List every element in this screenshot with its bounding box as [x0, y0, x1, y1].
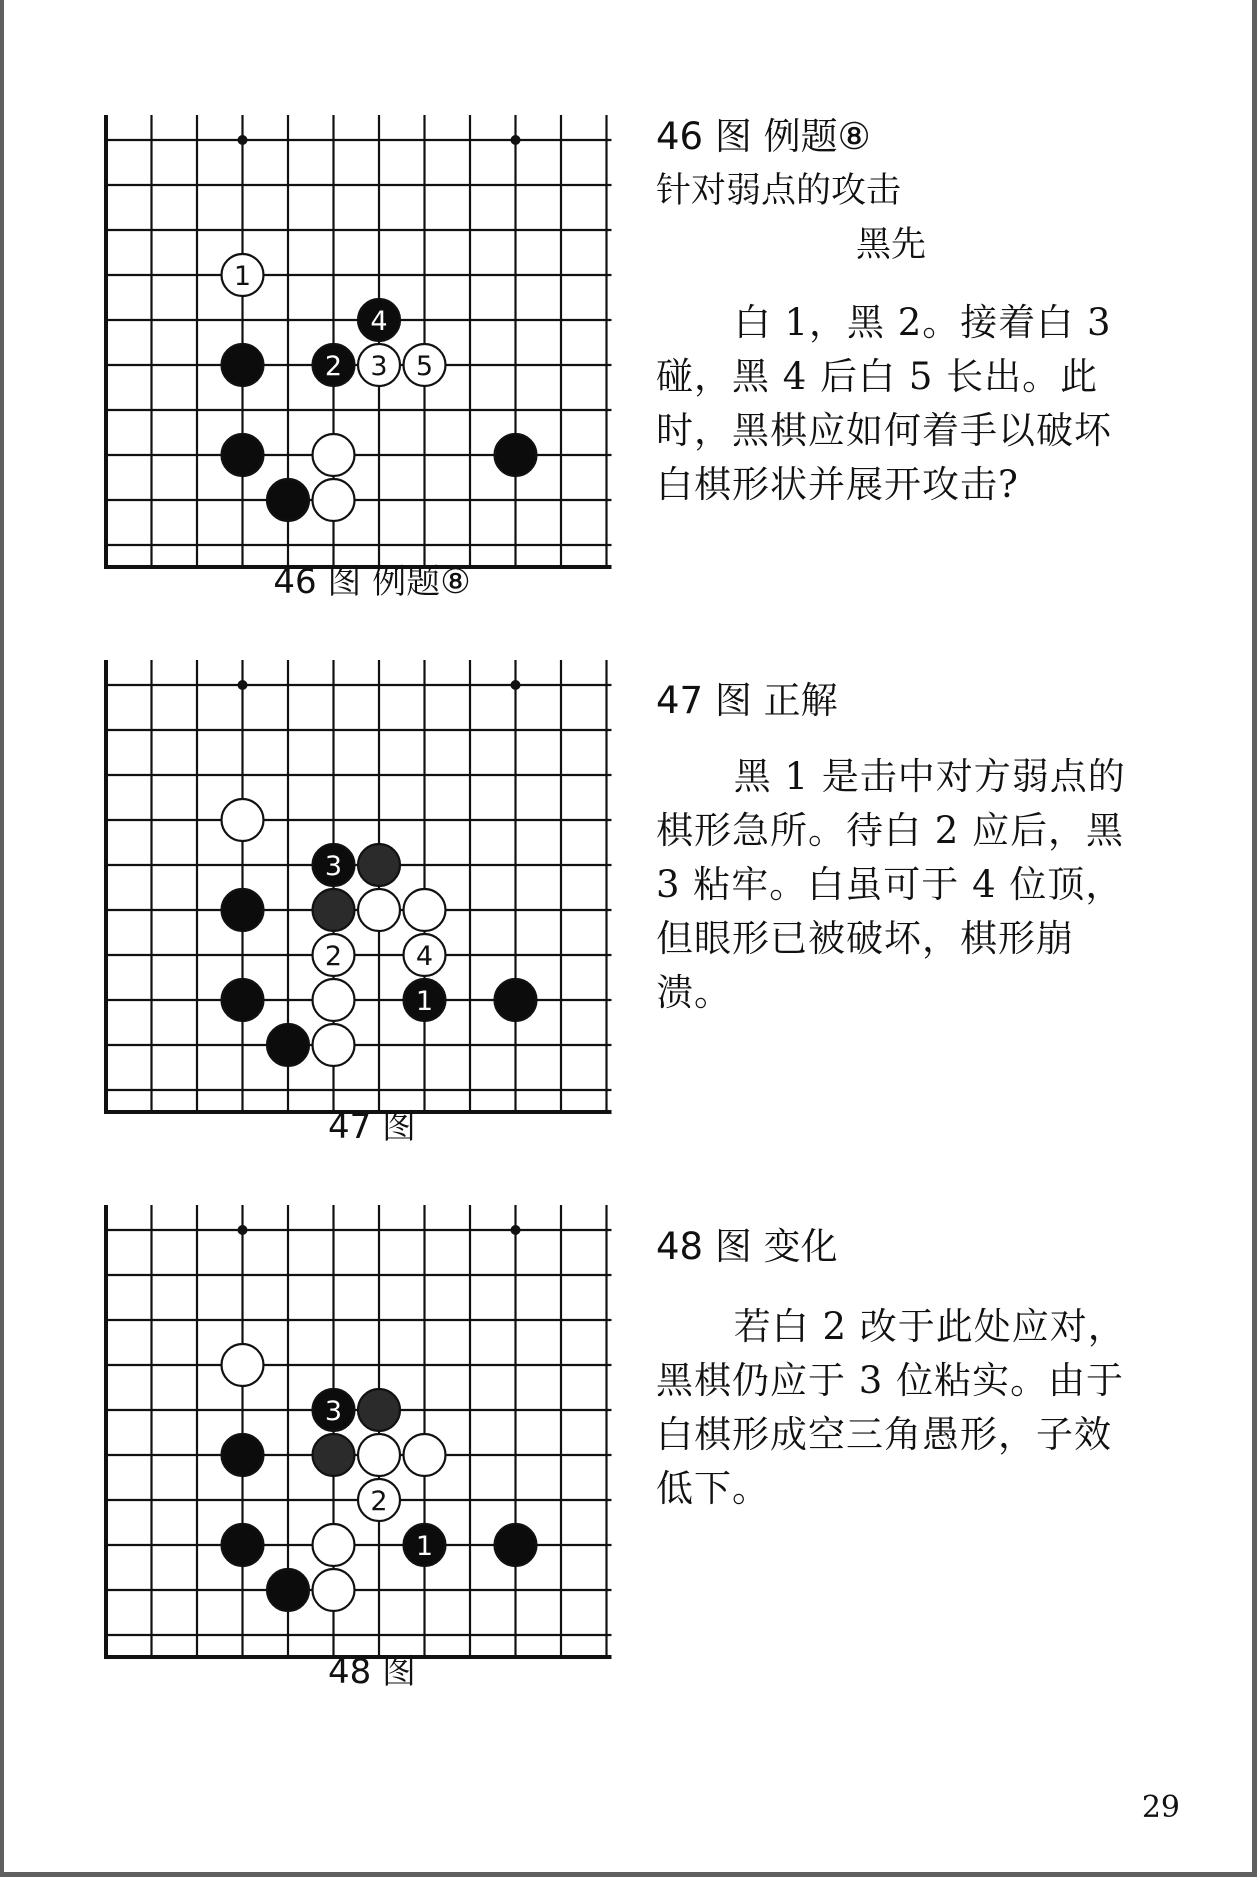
move-number: 2 [324, 351, 343, 382]
black-stone [313, 1389, 355, 1431]
star-point [238, 1225, 248, 1235]
move-number: 1 [233, 261, 252, 292]
board-grid [104, 115, 612, 567]
white-stone [313, 479, 355, 521]
diagram-description: 黑 1 是击中对方弱点的棋形急所。待白 2 应后，黑 3 粘牢。白虽可于 4 位顶，但眼形已被破坏，棋形崩溃。 [656, 755, 1126, 1014]
star-point [238, 680, 248, 690]
white-stone [313, 934, 355, 976]
black-stone [313, 889, 355, 931]
book-page [4, 0, 1252, 1872]
star-point [511, 680, 521, 690]
black-stone [358, 844, 400, 886]
star-point [511, 135, 521, 145]
diagram-caption: 47 图 [327, 1107, 417, 1147]
black-stone [267, 479, 309, 521]
black-stone [313, 844, 355, 886]
star-point [511, 1225, 521, 1235]
white-stone [313, 434, 355, 476]
black-stone [313, 344, 355, 386]
move-number: 1 [415, 1531, 434, 1562]
black-stone [404, 1524, 446, 1566]
move-number: 4 [370, 306, 388, 337]
diagram-heading: 46 图 例题⑧ [656, 115, 871, 158]
black-stone [358, 1389, 400, 1431]
black-stone [267, 1024, 309, 1066]
white-stone [404, 1434, 446, 1476]
diagram-caption: 46 图 例题⑧ [273, 562, 471, 602]
to-move-label: 黑先 [856, 225, 927, 265]
page-number: 29 [1141, 1790, 1180, 1825]
black-stone [313, 1434, 355, 1476]
move-number: 3 [324, 851, 343, 882]
white-stone [313, 979, 355, 1021]
white-stone [313, 1524, 355, 1566]
go-board-diagram-46 [96, 115, 644, 545]
black-stone [404, 979, 446, 1021]
black-stone [358, 299, 400, 341]
diagram-heading: 48 图 变化 [656, 1225, 838, 1268]
diagram-subheading: 针对弱点的攻击 [656, 171, 902, 211]
black-stone [495, 434, 537, 476]
diagram-description: 白 1，黑 2。接着白 3 碰，黑 4 后白 5 长出。此时，黑棋应如何着手以破坏白棋形状并展开攻击? [656, 301, 1112, 506]
white-stone [222, 1344, 264, 1386]
board-grid [104, 660, 612, 1112]
white-stone [313, 1569, 355, 1611]
star-point [238, 135, 248, 145]
move-number: 5 [415, 351, 434, 382]
white-stone [222, 799, 264, 841]
black-stone [267, 1569, 309, 1611]
go-board-diagram-47 [96, 660, 644, 1090]
move-number: 3 [324, 1396, 343, 1427]
move-number: 3 [370, 351, 388, 382]
white-stone [358, 889, 400, 931]
white-stone [358, 1479, 400, 1521]
move-number: 1 [415, 986, 434, 1017]
black-stone [222, 979, 264, 1021]
black-stone [222, 1434, 264, 1476]
move-number: 4 [415, 941, 434, 972]
diagram-heading: 47 图 正解 [656, 679, 838, 722]
black-stone [222, 344, 264, 386]
black-stone [222, 889, 264, 931]
white-stone [358, 344, 400, 386]
white-stone [404, 934, 446, 976]
black-stone [222, 434, 264, 476]
white-stone [222, 254, 264, 296]
black-stone [495, 979, 537, 1021]
move-number: 2 [370, 1486, 388, 1517]
white-stone [313, 1024, 355, 1066]
go-board-diagram-48 [96, 1205, 644, 1635]
move-number: 2 [324, 941, 343, 972]
diagram-description: 若白 2 改于此处应对，黑棋仍应于 3 位粘实。由于白棋形成空三角愚形，子效低下。 [656, 1305, 1126, 1510]
board-grid [104, 1205, 612, 1657]
white-stone [358, 1434, 400, 1476]
black-stone [495, 1524, 537, 1566]
white-stone [404, 889, 446, 931]
white-stone [404, 344, 446, 386]
black-stone [222, 1524, 264, 1566]
diagram-caption: 48 图 [327, 1652, 417, 1692]
